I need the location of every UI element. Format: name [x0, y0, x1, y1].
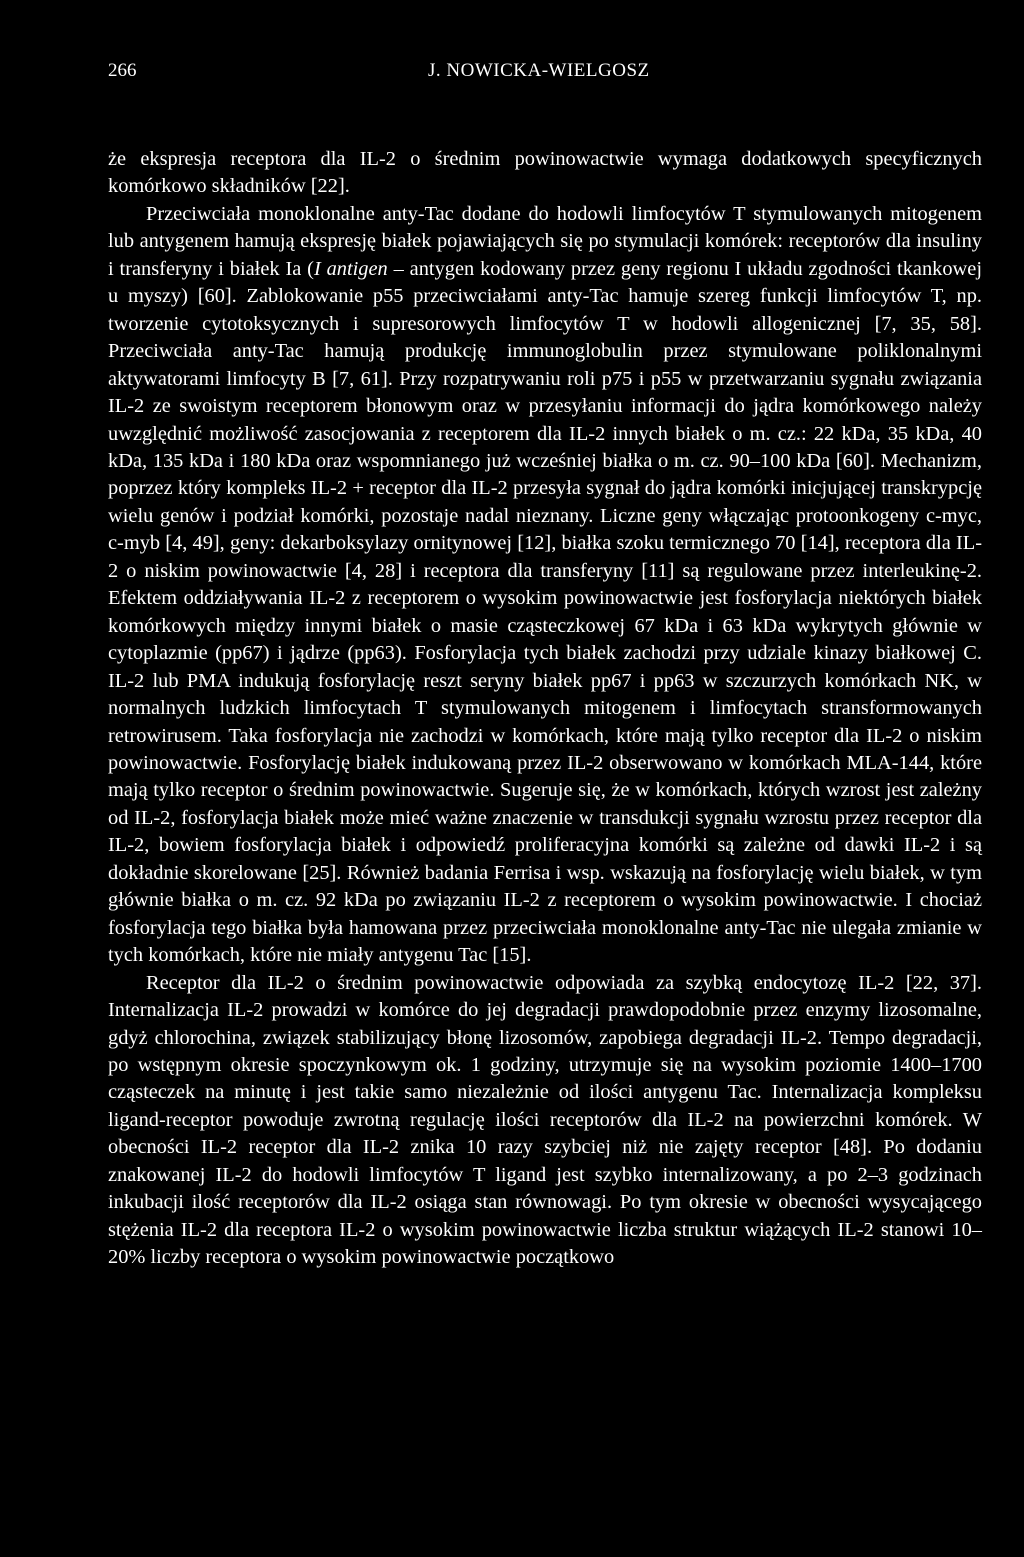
page-number: 266 [108, 60, 137, 81]
document-page [108, 60, 982, 1272]
running-head-author: J. NOWICKA-WIELGOSZ [428, 60, 650, 81]
paragraph-text-part: – antygen kodowany przez geny regionu I układu zgodności tkankowej u myszy) [60]. Zablokowanie p55 przeciwciałami anty-Tac hamuje szereg funkcji limfocytów T, np. tworzenie cytotoksycznych i supresorowych limfocytów T w hodowli allogenicznej [7, 35, 58]. Przeciwciała anty-Tac hamują produkcję immunoglobulin przez stymulowane poliklonalnymi aktywatorami limfocyty B [7, 61]. Przy rozpatrywaniu roli p75 i p55 w przetwarzaniu sygnału związania IL-2 ze swoistym receptorem błonowym oraz w przesyłaniu informacji do jądra komórkowego należy uwzględnić możliwość zasocjowania z receptorem dla IL-2 innych białek o m. cz.: 22 kDa, 35 kDa, 40 kDa, 135 kDa i 180 kDa oraz wspomnianego już wcześniej białka o m. cz. 90–100 kDa [60]. Mechanizm, poprzez który kompleks IL-2 + receptor dla IL-2 przesyła sygnał do jądra komórki inicjującej transkrypcję wielu genów i podział komórki, pozostaje nadal nieznany. Liczne geny włączając protoonkogeny c-myc, c-myb [4, 49], geny: dekarboksylazy ornitynowej [12], białka szoku termicznego 70 [14], receptora dla IL-2 o niskim powinowactwie [4, 28] i receptora dla transferyny [11] są regulowane przez interleukinę-2. Efektem oddziaływania IL-2 z receptorem o wysokim powinowactwie jest fosforylacja niektórych białek komórkowych między innymi białek o masie cząsteczkowej 67 kDa i 63 kDa wykrytych głównie w cytoplazmie (pp67) i jądrze (pp63). Fosforylacja tych białek zachodzi przy udziale kinazy białkowej C. IL-2 lub PMA indukują fosforylację reszt seryny białek pp67 i pp63 w szczurzych komórkach NK, w normalnych ludzkich limfocytach T stymulowanych mitogenem i limfocytach stransformowanych retrowirusem. Taka fosforylacja nie zachodzi w komórkach, które mają tylko receptor dla IL-2 o niskim powinowactwie. Fosforylację białek indukowaną przez IL-2 obserwowano w komórkach MLA-144, które mają tylko receptor o średnim powinowactwie. Sugeruje się, że w komórkach, których wzrost jest zależny od IL-2, fosforylacja białek może mieć ważne znaczenie w transdukcji sygnału wzrostu przez receptor dla IL-2, bowiem fosforylacja białek i odpowiedź proliferacyjna komórki są zależne od dawki IL-2 i są dokładnie skorelowane [25]. Również badania Ferrisa i wsp. wskazują na fosforylację wielu białek, w tym głównie białka o m. cz. 92 kDa po związaniu IL-2 z receptorem o wysokim powinowactwie. I chociaż fosforylacja tego białka była hamowana przez przeciwciała monoklonalne anty-Tac nie ulegała zmianie w tych komórkach, które nie miały antygenu Tac [15]. [108, 257, 982, 967]
paragraph-endocytosis: Receptor dla IL-2 o średnim powinowactwie odpowiada za szybką endocytozę IL-2 [22, 37]. Internalizacja IL-2 prowadzi w komórce do jej degradacji prawdopodobnie przez enzymy lizosomalne, gdyż chlorochina, związek stabilizujący błonę lizosomów, zapobiega degradacji IL-2. Tempo degradacji, po wstępnym okresie spoczynkowym ok. 1 godziny, utrzymuje się na wysokim poziomie 1400–1700 cząsteczek na minutę i jest takie samo niezależnie od ilości antygenu Tac. Internalizacja kompleksu ligand-receptor powoduje zwrotną regulację ilości receptorów dla IL-2 na powierzchni komórek. W obecności IL-2 receptor dla IL-2 znika 10 razy szybciej niż nie zajęty receptor [48]. Po dodaniu znakowanej IL-2 do hodowli limfocytów T ligand jest szybko internalizowany, a po 2–3 godzinach inkubacji ilość receptorów dla IL-2 osiąga stan równowagi. Po tym okresie w obecności wysycającego stężenia IL-2 dla receptora IL-2 o wysokim powinowactwie liczba struktur wiążących IL-2 stanowi 10–20% liczby receptora o wysokim powinowactwie początkowo [108, 971, 982, 1269]
body-text [108, 146, 982, 1272]
paragraph-anti-tac [108, 201, 982, 970]
paragraph-text-part: Przeciwciała monoklonalne anty-Tac dodane do hodowli limfocytów T stymulowanych mitogenem lub antygenem hamują ekspresję białek pojawiających się po stymulacji komórek: receptorów dla insuliny i transferyny i białek Ia ( [108, 202, 982, 280]
page-header [108, 60, 982, 90]
paragraph-continuation: że ekspresja receptora dla IL-2 o średnim powinowactwie wymaga dodatkowych specyficznych komórkowo składników [22]. [108, 148, 982, 198]
italic-term: I antigen [313, 257, 388, 280]
